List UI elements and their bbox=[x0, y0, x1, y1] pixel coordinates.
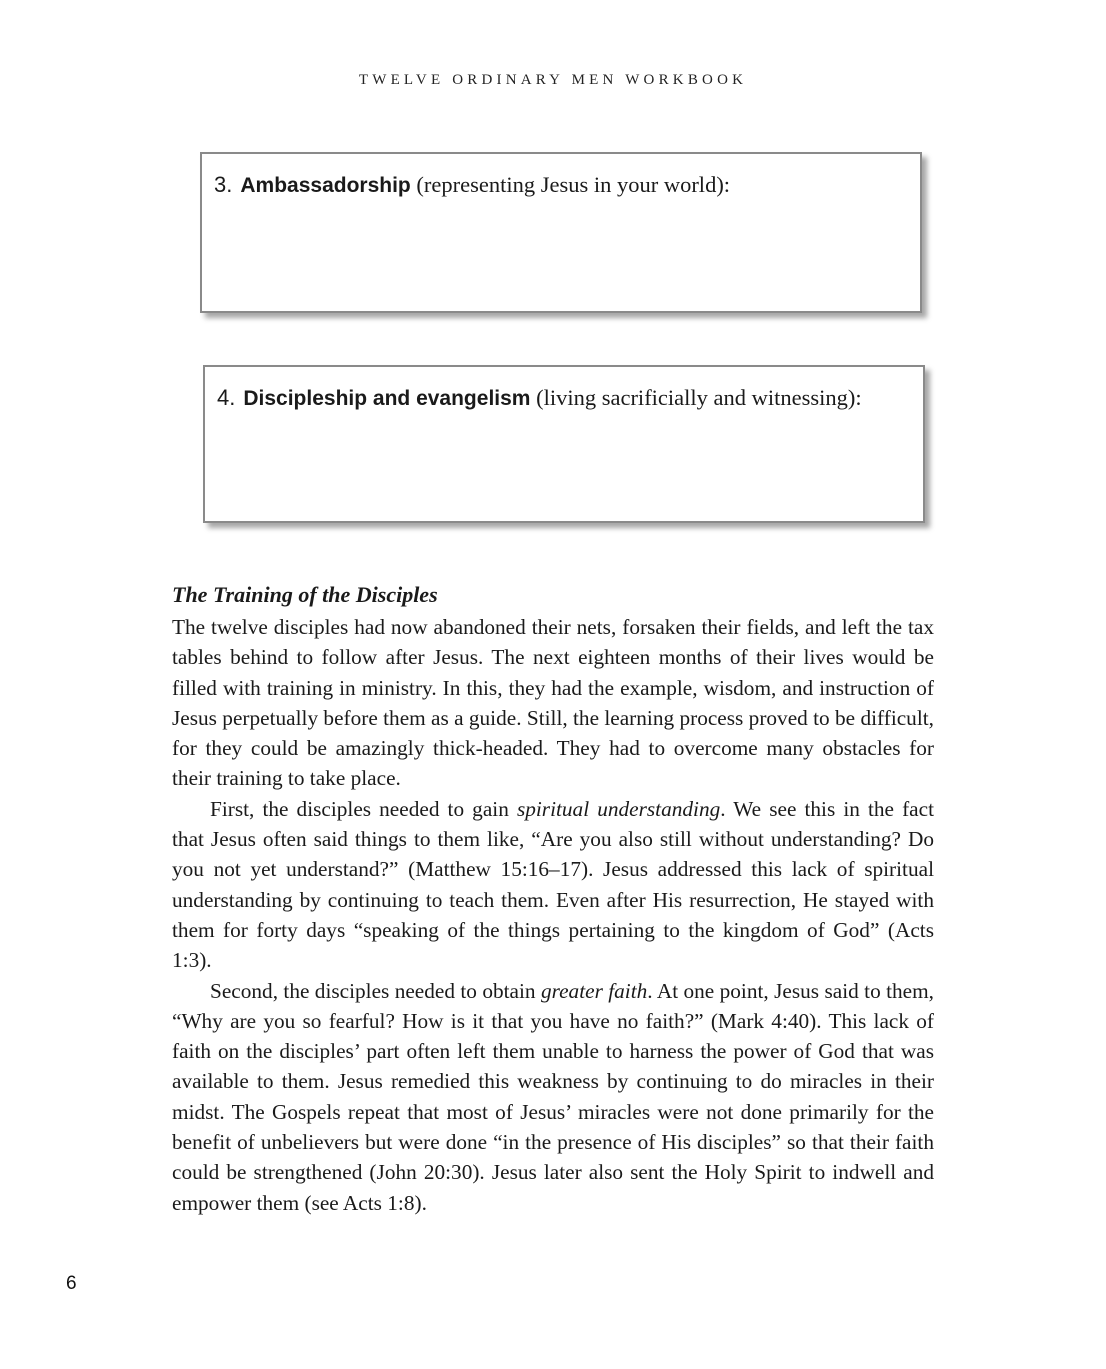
item-description: (living sacrificially and witnessing): bbox=[530, 385, 862, 410]
paragraph: The twelve disciples had now abandoned their nets, forsaken their fields, and left the tax tables behind to follow after Jesus. The next eighteen months of their lives would be filled with training in ministry. In this, they had the example, wisdom, and instruction of Jesus perpetually before them as a guide. Still, the learning process proved to be difficult, for they could be amazingly thick-headed. They had to overcome many obstacles for their training to take place. bbox=[172, 615, 934, 791]
box-prompt bbox=[214, 172, 730, 198]
emphasis-text: spiritual understanding bbox=[516, 796, 721, 821]
item-lead: Ambassadorship bbox=[240, 174, 411, 197]
paragraph bbox=[172, 976, 934, 1218]
paragraph-text: Second, the disciples needed to obtain bbox=[210, 978, 541, 1003]
emphasis-text: greater faith bbox=[540, 978, 648, 1003]
answer-box-ambassadorship[interactable] bbox=[200, 152, 922, 313]
paragraph-text: . At one point, Jesus said to them, “Why are you so fearful? How is it that you have no faith?” (Mark 4:40). This lack of faith on the disciples’ part often left them unable to harness the power of God that was available to them. Jesus remedied this weakness by continuing to do miracles in their midst. The Gospels repeat that most of Jesus’ miracles were not done primarily for the benefit of unbelievers but were done “in the presence of His disciples” so that their faith could be strengthened (John 20:30). Jesus later also sent the Holy Spirit to indwell and empower them (see Acts 1:8). bbox=[172, 978, 934, 1215]
paragraph bbox=[172, 794, 934, 976]
section-heading: The Training of the Disciples bbox=[172, 582, 438, 607]
answer-box-discipleship[interactable] bbox=[203, 365, 925, 523]
running-head: TWELVE ORDINARY MEN WORKBOOK bbox=[358, 72, 748, 88]
item-description: (representing Jesus in your world): bbox=[410, 172, 731, 197]
item-number: 4. bbox=[217, 385, 236, 410]
item-number: 3. bbox=[214, 172, 233, 197]
item-lead: Discipleship and evangelism bbox=[243, 387, 531, 410]
box-prompt bbox=[217, 385, 862, 411]
page-number: 6 bbox=[66, 1273, 77, 1294]
body-text bbox=[172, 612, 934, 1218]
paragraph-text: . We see this in the fact that Jesus often said things to them like, “Are you also still without understanding? Do you not yet understand?” (Matthew 15:16–17). Jesus addressed this lack of spiritual understanding by continuing to teach them. Even after His resurrection, He stayed with them for forty days “speaking of the things pertaining to the kingdom of God” (Acts 1:3). bbox=[172, 796, 934, 973]
paragraph-text: First, the disciples needed to gain bbox=[210, 796, 517, 821]
